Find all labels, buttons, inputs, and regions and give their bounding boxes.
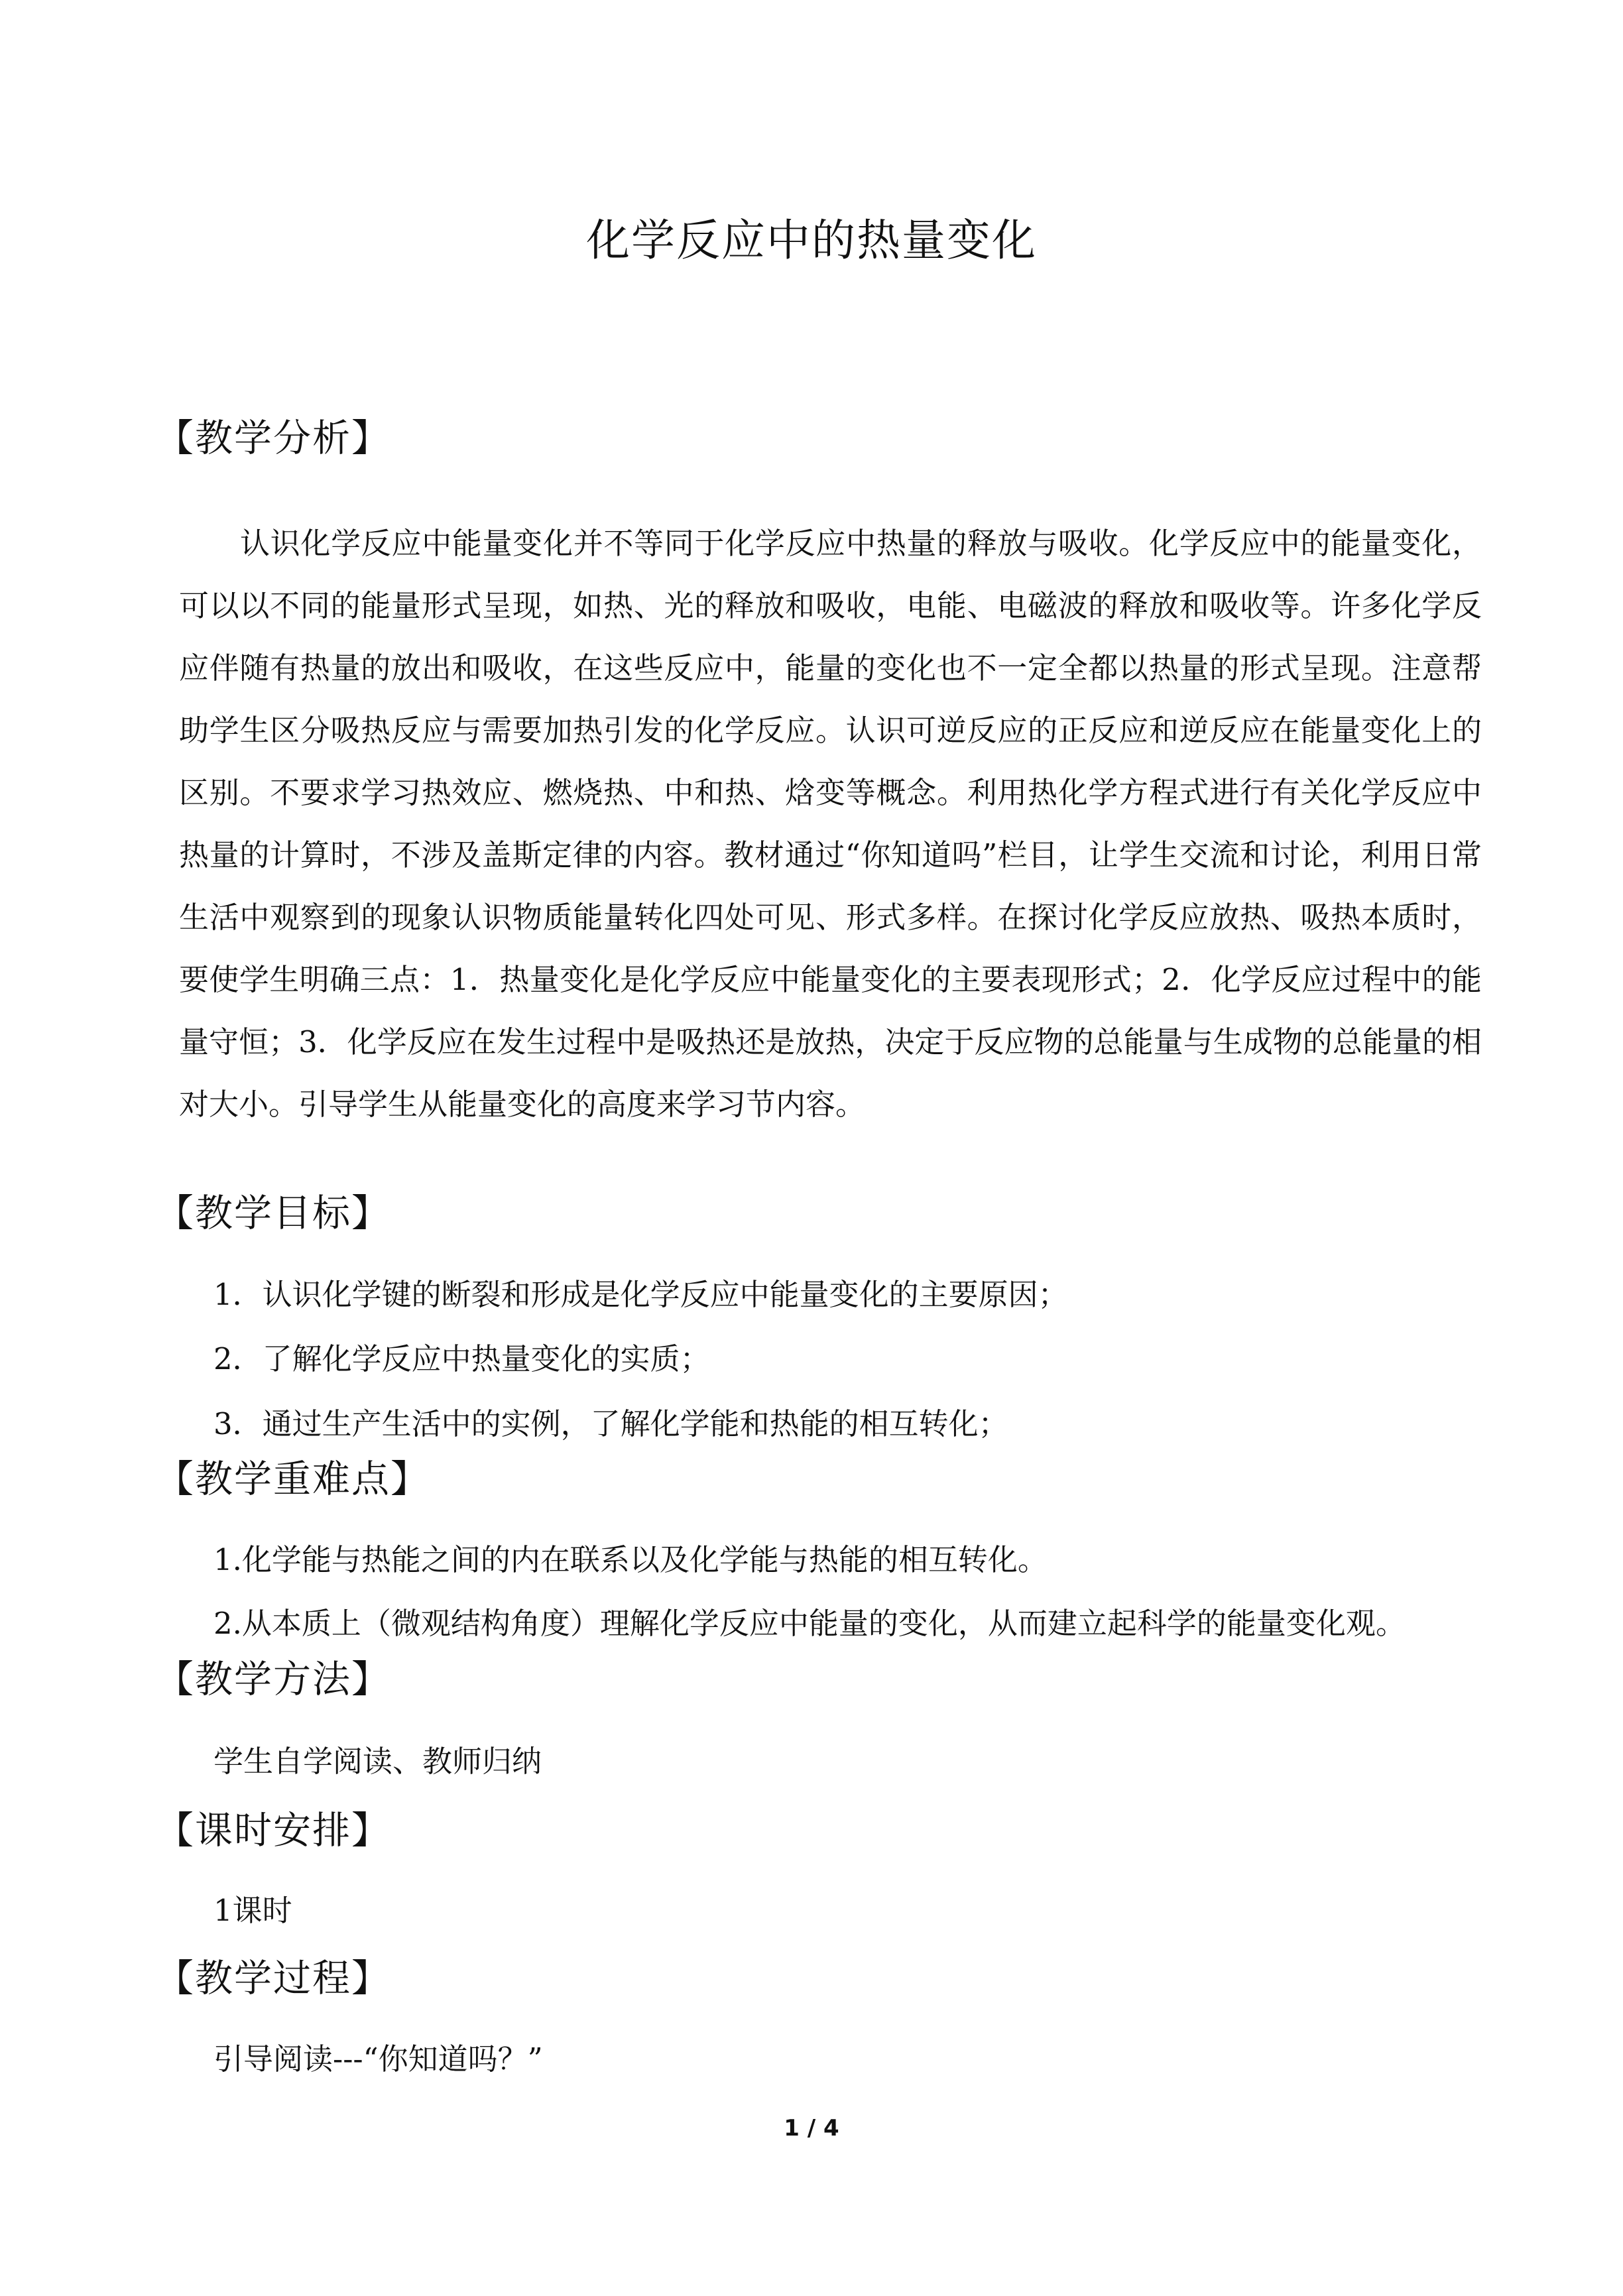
- methods-text: 学生自学阅读、教师归纳: [213, 1744, 542, 1779]
- process-text: 引导阅读---“你知道吗？”: [213, 2041, 543, 2077]
- heading-class-schedule: 【课时安排】: [156, 1809, 391, 1852]
- heading-teaching-methods: 【教学方法】: [156, 1658, 391, 1701]
- heading-key-points: 【教学重难点】: [156, 1457, 430, 1501]
- objective-item: 3．通过生产生活中的实例，了解化学能和热能的相互转化；: [213, 1406, 1008, 1441]
- analysis-paragraph: 认识化学反应中能量变化并不等同于化学反应中热量的释放与吸收。化学反应中的能量变化，可以以不同的能量形式呈现，如热、光的释放和吸收，电能、电磁波的释放和吸收等。许多化学反应伴随有热量的放出和吸收，在这些反应中，能量的变化也不一定全都以热量的形式呈现。注意帮助学生区分吸热反应与需要加热引发的化学反应。认识可逆反应的正反应和逆反应在能量变化上的区别。不要求学习热效应、燃烧热、中和热、焓变等概念。利用热化学方程式进行有关化学反应中热量的计算时，不涉及盖斯定律的内容。教材通过“你知道吗”栏目，让学生交流和讨论，利用日常生活中观察到的现象认识物质能量转化四处可见、形式多样。在探讨化学反应放热、吸热本质时，要使学生明确三点：1．热量变化是化学反应中能量变化的主要表现形式；2．化学反应过程中的能量守恒；3．化学反应在发生过程中是吸热还是放热，决定于反应物的总能量与生成物的总能量的相对大小。引导学生从能量变化的高度来学习节内容。: [179, 526, 1482, 1122]
- key-point-item: 2.从本质上（微观结构角度）理解化学反应中能量的变化，从而建立起科学的能量变化观。: [213, 1606, 1406, 1641]
- heading-teaching-objectives: 【教学目标】: [156, 1191, 391, 1235]
- heading-teaching-process: 【教学过程】: [156, 1957, 391, 2000]
- heading-teaching-analysis: 【教学分析】: [156, 416, 391, 460]
- schedule-text: 1课时: [213, 1893, 292, 1928]
- key-point-item: 1.化学能与热能之间的内在联系以及化学能与热能的相互转化。: [213, 1542, 1048, 1577]
- objective-item: 2．了解化学反应中热量变化的实质；: [213, 1341, 710, 1376]
- page-title: 化学反应中的热量变化: [586, 215, 1037, 266]
- page-number: 1 / 4: [784, 2115, 839, 2142]
- objective-item: 1．认识化学键的断裂和形成是化学反应中能量变化的主要原因；: [213, 1277, 1068, 1312]
